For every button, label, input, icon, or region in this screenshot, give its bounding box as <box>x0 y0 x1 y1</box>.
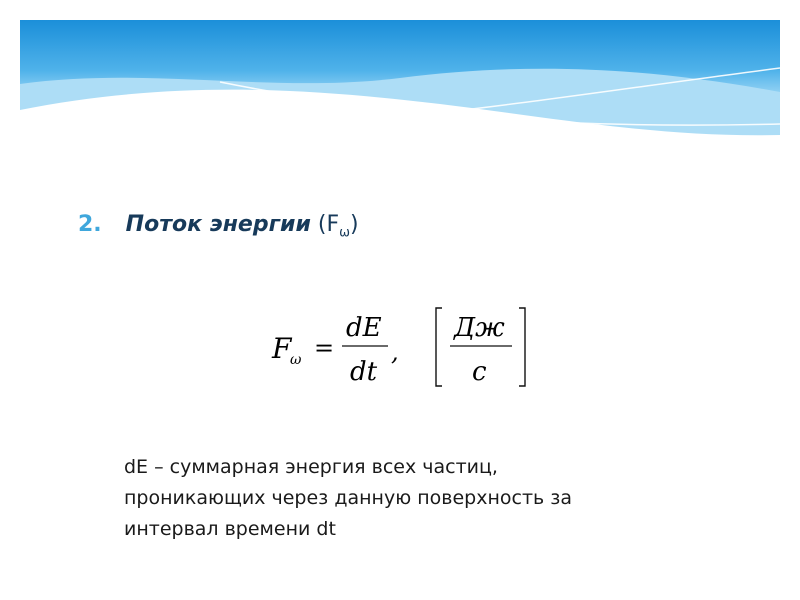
description-line: интервал времени dt <box>124 518 336 540</box>
section-title: Поток энергии <box>125 212 311 237</box>
formula-denominator: dt <box>350 357 378 387</box>
unit-right-bracket <box>519 308 525 386</box>
formula-comma: , <box>391 338 399 366</box>
unit-denominator: c <box>472 357 487 387</box>
energy-flux-formula <box>270 300 540 395</box>
banner-line-3 <box>20 119 480 132</box>
header-wave-banner <box>20 20 780 150</box>
formula-numerator: dE <box>346 313 382 343</box>
section-heading <box>78 212 359 240</box>
open-paren: ( <box>317 212 327 237</box>
list-number: 2. <box>78 212 102 237</box>
unit-numerator: Дж <box>454 313 505 343</box>
flux-symbol-letter: F <box>326 212 340 237</box>
flux-symbol-subscript: ω <box>339 225 351 241</box>
unit-left-bracket <box>436 308 442 386</box>
description-line: dE – суммарная энергия всех частиц, <box>124 456 498 478</box>
formula-lhs-subscript: ω <box>290 352 302 368</box>
close-paren: ) <box>350 212 359 237</box>
formula-lhs-symbol: F <box>272 332 292 365</box>
formula-equals: = <box>314 334 335 362</box>
description-line: проникающих через данную поверхность за <box>124 487 573 509</box>
formula-description <box>124 452 684 545</box>
flux-symbol <box>326 212 350 240</box>
